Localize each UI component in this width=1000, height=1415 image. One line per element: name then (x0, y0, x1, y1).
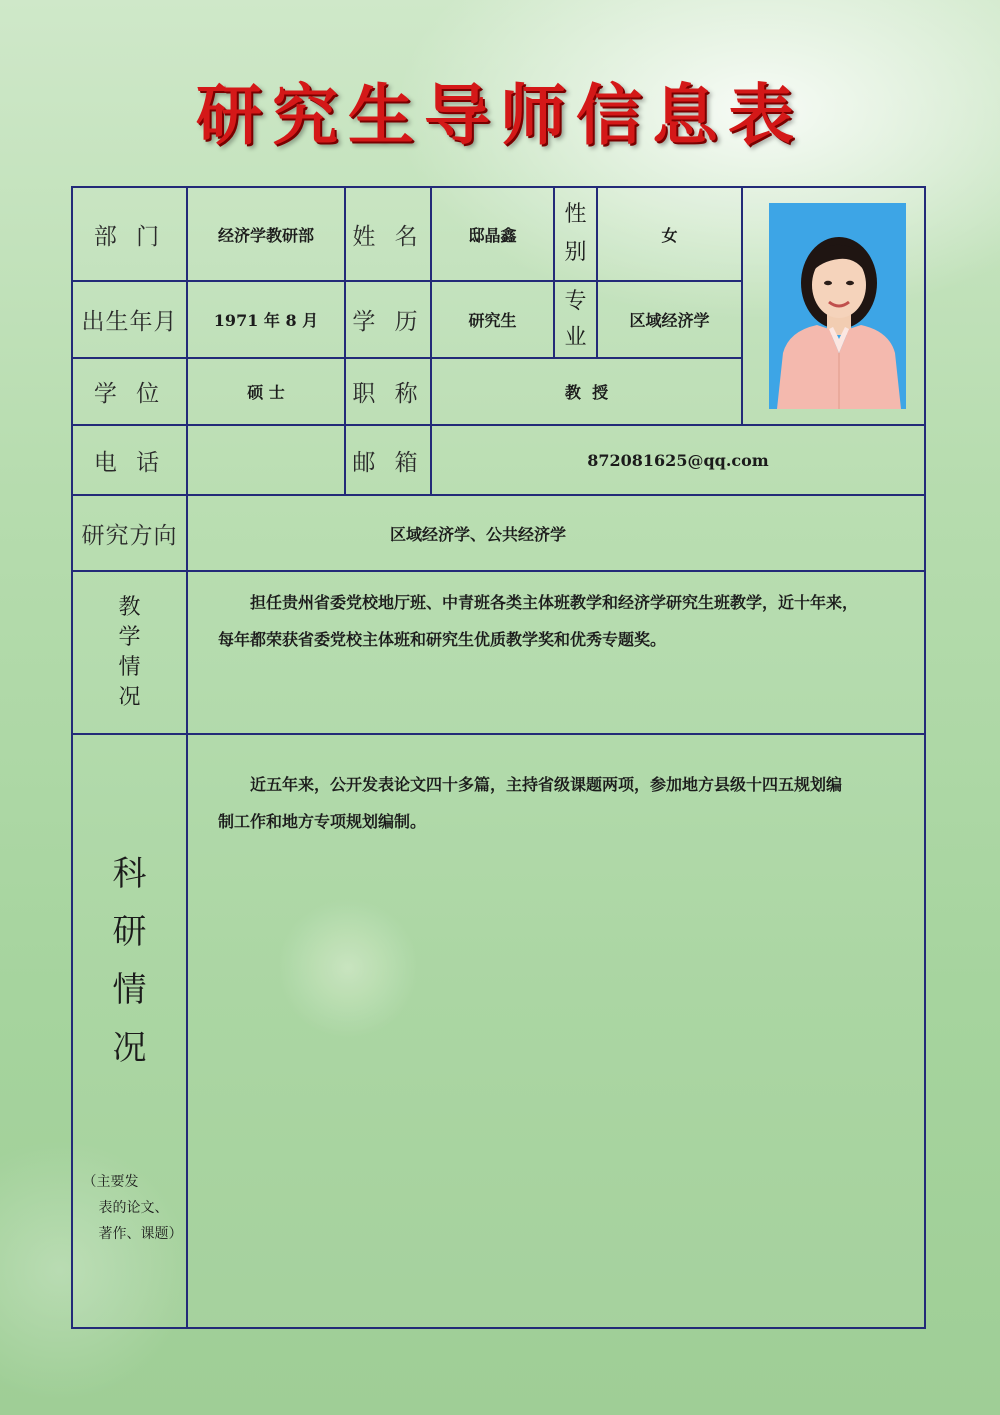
label-teaching-char-1: 教 (118, 594, 141, 620)
research-note-line-1: （主要发 (82, 1174, 139, 1190)
value-department: 经济学教研部 (186, 186, 346, 282)
research-text: 近五年来，公开发表论文四十多篇，主持省级课题两项，参加地方县级十四五规划编制工作和地方专项规划编制。 (218, 775, 843, 831)
label-major-char-1: 专 (564, 288, 587, 314)
research-note (77, 1169, 183, 1247)
label-department: 部 门 (71, 186, 188, 282)
label-teaching-char-4: 况 (118, 684, 141, 710)
value-name: 邸晶鑫 (430, 186, 555, 282)
label-title: 职 称 (344, 357, 432, 426)
value-degree: 硕 士 (186, 357, 346, 426)
label-research-char-1: 科 (112, 854, 147, 894)
label-research-char-3: 情 (112, 970, 147, 1010)
label-gender-char-1: 性 (564, 202, 587, 227)
label-research-vertical (113, 845, 147, 1077)
label-research (71, 733, 188, 1329)
value-birth: 1971 年 8 月 (186, 280, 346, 359)
label-degree: 学 位 (71, 357, 188, 426)
label-teaching-char-3: 情 (118, 654, 141, 680)
value-gender: 女 (596, 186, 743, 282)
label-gender-char-2: 别 (564, 240, 587, 265)
teaching-text: 担任贵州省委党校地厅班、中青班各类主体班教学和经济学研究生班教学，近十年来，每年都荣获省委党校主体班和研究生优质教学奖和优秀专题奖。 (218, 593, 859, 649)
value-phone (186, 424, 346, 496)
label-name: 姓 名 (344, 186, 432, 282)
research-note-line-2: 表的论文、 (98, 1200, 169, 1216)
value-email: 872081625@qq.com (430, 424, 926, 496)
label-email: 邮 箱 (344, 424, 432, 496)
label-phone: 电 话 (71, 424, 188, 496)
label-major (553, 280, 598, 359)
portrait-photo-icon (769, 203, 906, 409)
label-education: 学 历 (344, 280, 432, 359)
value-title: 教 授 (430, 357, 743, 426)
label-gender (553, 186, 598, 282)
research-note-line-3: 著作、课题） (98, 1226, 183, 1242)
value-education: 研究生 (430, 280, 555, 359)
page-title: 研究生导师信息表 (196, 77, 804, 154)
label-teaching (71, 570, 188, 735)
label-birth: 出生年月 (71, 280, 188, 359)
value-research-direction: 区域经济学、公共经济学 (186, 494, 926, 572)
label-research-char-4: 况 (112, 1028, 147, 1068)
label-research-direction: 研究方向 (71, 494, 188, 572)
value-major: 区域经济学 (596, 280, 743, 359)
label-research-char-2: 研 (112, 912, 147, 952)
label-major-char-2: 业 (564, 324, 587, 350)
label-teaching-char-2: 学 (118, 624, 141, 650)
